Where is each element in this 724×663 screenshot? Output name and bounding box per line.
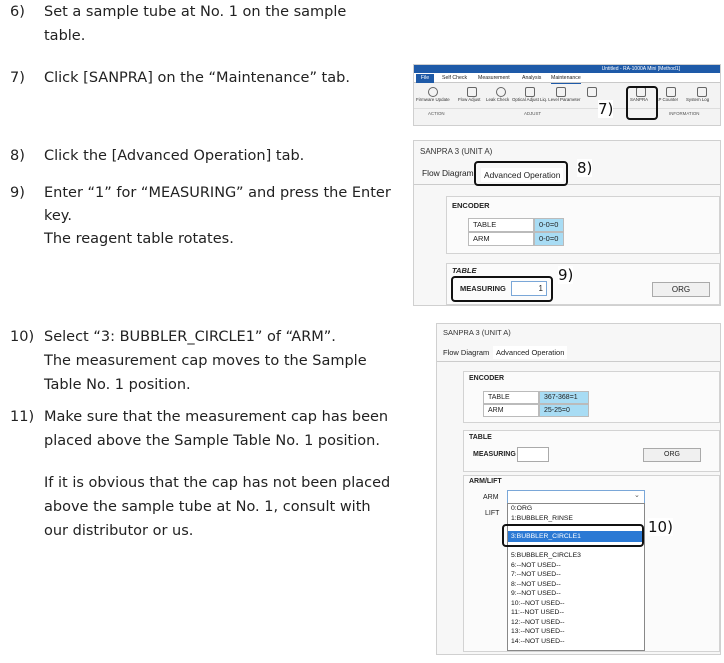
encoder-table-value: 0-0=0 xyxy=(534,218,564,232)
step-text: our distributor or us. xyxy=(44,523,194,539)
step-number: 9) xyxy=(10,185,25,201)
callout-label-10: 10) xyxy=(648,518,673,536)
window-title: Untitled - RA-1000A Mini [Method1] xyxy=(414,65,720,73)
option-14[interactable]: 14:--NOT USED-- xyxy=(511,637,565,645)
step-text: Set a sample tube at No. 1 on the sample xyxy=(44,4,347,20)
tab-advanced-operation[interactable]: Advanced Operation xyxy=(493,346,567,359)
org-button[interactable]: ORG xyxy=(643,448,701,462)
option-1[interactable]: 1:BUBBLER_RINSE xyxy=(511,514,573,522)
step-text: Enter “1” for “MEASURING” and press the Enter xyxy=(44,185,391,201)
flow-icon xyxy=(467,87,477,97)
callout-label-7: 7) xyxy=(598,100,614,118)
measuring-label: MEASURING xyxy=(460,284,506,293)
encoder-label: ENCODER xyxy=(469,375,505,382)
gauge-icon xyxy=(496,87,506,97)
encoder-table-value: 367-368=1 xyxy=(539,391,589,404)
button-lp-counter[interactable]: LP Counter xyxy=(656,97,679,102)
ribbon-tabs xyxy=(414,73,720,83)
option-10[interactable]: 10:--NOT USED-- xyxy=(511,599,565,607)
arm-lift-label: ARM/LIFT xyxy=(469,478,502,485)
ribbon-groups xyxy=(414,108,720,118)
ribbon-buttons xyxy=(414,84,720,106)
step-text: Click the [Advanced Operation] tab. xyxy=(44,148,305,164)
option-selected[interactable]: 3:BUBBLER_CIRCLE1 xyxy=(508,531,642,542)
optical-icon xyxy=(525,87,535,97)
option-7[interactable]: 7:--NOT USED-- xyxy=(511,571,561,578)
callout-bubbler-circle-box xyxy=(502,524,644,547)
step-number: 7) xyxy=(10,70,25,86)
panel-title: SANPRA 3 (UNIT A) xyxy=(420,147,493,156)
sanpra-panel-2 xyxy=(436,323,721,655)
callout-measuring-box xyxy=(451,276,553,302)
option-8[interactable]: 8:--NOT USED-- xyxy=(511,580,561,588)
chevron-down-icon[interactable]: ⌄ xyxy=(634,492,640,499)
step-number: 6) xyxy=(10,4,25,20)
option-12[interactable]: 12:--NOT USED-- xyxy=(511,618,565,626)
measuring-input[interactable] xyxy=(517,447,549,462)
counter-icon xyxy=(666,87,676,97)
group-adjust: ADJUST xyxy=(524,111,542,116)
tab-maintenance[interactable]: Maintenance xyxy=(551,74,581,84)
step-number: 11) xyxy=(10,409,35,425)
button-system-log[interactable]: System Log xyxy=(686,97,710,102)
table-label: TABLE xyxy=(452,266,477,275)
group-action: ACTION xyxy=(428,111,445,116)
encoder-arm-value: 0-0=0 xyxy=(534,232,564,246)
step-text: The measurement cap moves to the Sample xyxy=(44,353,367,369)
panel-title: SANPRA 3 (UNIT A) xyxy=(443,328,511,337)
encoder-label: ENCODER xyxy=(452,201,490,210)
option-9[interactable]: 9:--NOT USED-- xyxy=(511,590,561,597)
measuring-input[interactable]: 1 xyxy=(511,281,547,296)
tab-measurement[interactable]: Measurement xyxy=(478,75,510,81)
tab-flow-diagram[interactable]: Flow Diagram xyxy=(443,348,490,357)
refresh-icon xyxy=(428,87,438,97)
tab-file[interactable]: File xyxy=(416,74,434,83)
level-icon xyxy=(556,87,566,97)
button-flow-adjust[interactable]: Flow Adjust xyxy=(458,97,481,102)
callout-advanced-operation-box xyxy=(474,161,568,186)
tab-analysis[interactable]: Analysis xyxy=(522,75,542,81)
option-5[interactable]: 5:BUBBLER_CIRCLE3 xyxy=(511,552,581,559)
button-optical-adjust[interactable]: Optical Adjust xyxy=(512,97,539,102)
dropdown-options-top xyxy=(511,504,573,523)
tab-advanced-operation[interactable]: Advanced Operation xyxy=(481,168,563,182)
step-text: Table No. 1 position. xyxy=(44,377,191,393)
encoder-arm-value: 25-25=0 xyxy=(539,404,589,417)
button-liq-level-parameter[interactable]: Liq. Level Parameter xyxy=(540,97,581,102)
step-text: placed above the Sample Table No. 1 position. xyxy=(44,433,380,449)
org-button[interactable]: ORG xyxy=(652,282,710,297)
step-text: The reagent table rotates. xyxy=(44,231,234,247)
log-icon xyxy=(697,87,707,97)
step-text: key. xyxy=(44,208,72,224)
encoder-table-name: TABLE xyxy=(468,218,534,232)
encoder-table-name: TABLE xyxy=(483,391,539,404)
lift-label: LIFT xyxy=(485,510,500,517)
callout-sanpra-box xyxy=(626,86,658,120)
step-text: Select “3: BUBBLER_CIRCLE1” of “ARM”. xyxy=(44,329,336,345)
measuring-label: MEASURING xyxy=(473,451,516,458)
step-number: 8) xyxy=(10,148,25,164)
step-text: Make sure that the measurement cap has been xyxy=(44,409,389,425)
callout-label-8: 8) xyxy=(577,159,593,177)
option-13[interactable]: 13:--NOT USED-- xyxy=(511,628,565,635)
step-text: Click [SANPRA] on the “Maintenance” tab. xyxy=(44,70,350,86)
encoder-arm-name: ARM xyxy=(483,404,539,417)
step-text: above the sample tube at No. 1, consult with xyxy=(44,499,371,515)
option-6[interactable]: 6:--NOT USED-- xyxy=(511,561,561,569)
table-label: TABLE xyxy=(469,434,492,441)
callout-label-9: 9) xyxy=(558,266,574,284)
option-11[interactable]: 11:--NOT USED-- xyxy=(511,609,564,616)
step-text: table. xyxy=(44,28,86,44)
button-sanpra[interactable]: SANPRA xyxy=(630,97,649,102)
step-text: If it is obvious that the cap has not been placed xyxy=(44,475,391,491)
button-leak-check[interactable]: Leak Check xyxy=(486,97,510,102)
button-firmware-update[interactable]: Firmware Update xyxy=(416,97,450,102)
arm-label: ARM xyxy=(483,494,499,501)
option-0[interactable]: 0:ORG xyxy=(511,505,533,512)
tab-self-check[interactable]: Self Check xyxy=(442,75,468,81)
sliders-icon xyxy=(587,87,597,97)
encoder-arm-name: ARM xyxy=(468,232,534,246)
tab-flow-diagram[interactable]: Flow Diagram xyxy=(422,168,474,178)
step-number: 10) xyxy=(10,329,35,345)
dropdown-options-bottom xyxy=(511,551,581,646)
group-information: INFORMATION xyxy=(669,111,700,116)
ribbon-screenshot xyxy=(413,64,721,126)
